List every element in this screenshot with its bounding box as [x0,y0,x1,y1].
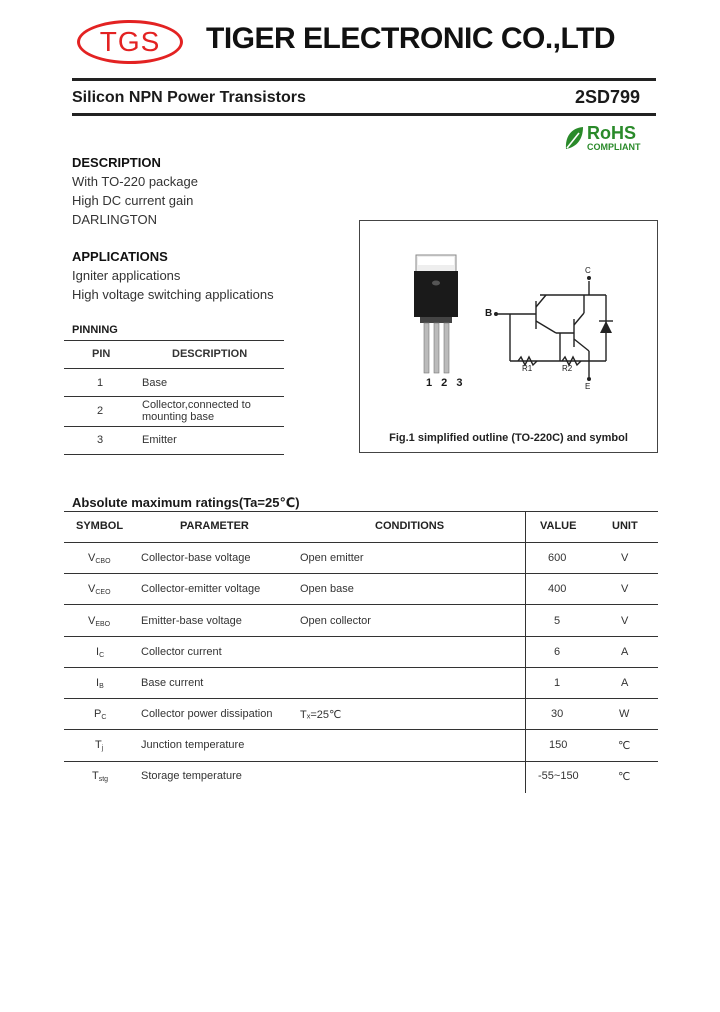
parameter-cell: Collector power dissipation [141,708,273,720]
parameter-header: PARAMETER [180,520,249,532]
value-cell: 30 [551,708,564,720]
table-rule [64,368,284,369]
parameter-cell: Base current [141,677,204,689]
description-item: With TO-220 package [72,174,198,189]
company-name: TIGER ELECTRONIC CO.,LTD [206,22,616,55]
conditions-cell: Open base [300,583,354,595]
parameter-cell: Storage temperature [141,770,242,782]
description-item: High DC current gain [72,193,194,208]
leaf-icon [563,125,585,151]
unit-cell: V [621,552,629,564]
parameter-cell: Emitter-base voltage [141,615,242,627]
symbol-cell: $T_j$ [95,739,104,752]
symbol-cell: $P_C$ [94,708,107,721]
figure-caption: Fig.1 simplified outline (TO-220C) and symbol [389,432,628,444]
pinning-heading: PINNING [72,324,118,336]
symbol-cell: $V_{CBO}$ [88,552,111,565]
part-number: 2SD799 [574,87,640,107]
unit-cell: ℃ [618,771,631,783]
logo-text: TGS [99,26,161,57]
header-divider [72,78,656,81]
figure-box [359,220,658,453]
table-rule [64,426,284,427]
table-rule [64,340,284,341]
symbol-cell: $V_{CEO}$ [88,583,111,596]
application-item: Igniter applications [72,268,181,283]
unit-cell: A [621,677,629,689]
symbol-cell: $I_C$ [96,646,105,659]
value-cell: 5 [554,615,561,627]
base-label: B [485,308,493,319]
pin-number-labels: 1 2 3 [426,377,466,389]
table-rule [64,573,658,574]
unit-cell: V [621,615,629,627]
symbol-cell: $T_{stg}$ [92,770,109,783]
table-rule [64,698,658,699]
symbol-header: SYMBOL [76,520,124,532]
conditions-cell: Tₓ=25℃ [300,709,342,721]
value-header: VALUE [540,520,577,532]
pin-number: 1 [97,377,104,389]
package-and-symbol-illustration [360,221,659,421]
table-rule [64,454,284,455]
symbol-cell: $I_B$ [96,677,104,690]
parameter-cell: Junction temperature [141,739,245,751]
table-rule [64,729,658,730]
value-cell: 150 [549,739,568,751]
resistor-r1-label: R1 [522,364,533,373]
pin-number: 3 [97,434,104,446]
rohs-subtitle: COMPLIANT [587,142,641,152]
collector-label: C [585,266,591,275]
rohs-badge [563,123,653,155]
description-item: DARLINGTON [72,212,157,227]
pin-description: Emitter [142,434,177,446]
table-rule [64,604,658,605]
unit-header: UNIT [612,520,638,532]
ratings-title: Absolute maximum ratings(Ta=25℃) [72,495,300,510]
table-rule [64,511,658,512]
pin-column-header: PIN [92,348,111,360]
application-item: High voltage switching applications [72,287,274,302]
value-cell: 400 [548,583,567,595]
diode-icon [600,321,612,333]
value-cell: 6 [554,646,561,658]
value-cell: 600 [548,552,567,564]
applications-heading: APPLICATIONS [72,249,168,264]
unit-cell: W [619,708,630,720]
table-rule [64,542,658,543]
value-cell: 1 [554,677,561,689]
unit-cell: ℃ [618,740,631,752]
unit-cell: A [621,646,629,658]
unit-cell: V [621,583,629,595]
conditions-header: CONDITIONS [375,520,445,532]
table-rule [64,396,284,397]
conditions-cell: Open emitter [300,552,364,564]
darlington-symbol [496,281,606,377]
description-heading: DESCRIPTION [72,155,161,170]
emitter-label: E [585,382,591,391]
symbol-cell: $V_{EBO}$ [88,615,111,628]
resistor-r2-label: R2 [562,364,573,373]
company-logo [77,20,183,64]
table-rule [64,636,658,637]
product-line: Silicon NPN Power Transistors [72,89,306,106]
parameter-cell: Collector-emitter voltage [141,583,261,595]
to220-package-icon [414,255,458,373]
parameter-cell: Collector-base voltage [141,552,251,564]
description-column-header: DESCRIPTION [172,348,248,360]
pin-description: Base [142,377,168,389]
value-column-divider [525,511,526,793]
value-cell: -55~150 [538,770,579,782]
pin-description: Collector,connected to mounting base [142,399,251,423]
subheader-divider [72,113,656,116]
parameter-cell: Collector current [141,646,222,658]
table-rule [64,761,658,762]
pin-number: 2 [97,405,104,417]
conditions-cell: Open collector [300,615,371,627]
table-rule [64,667,658,668]
rohs-title: RoHS [587,123,636,143]
